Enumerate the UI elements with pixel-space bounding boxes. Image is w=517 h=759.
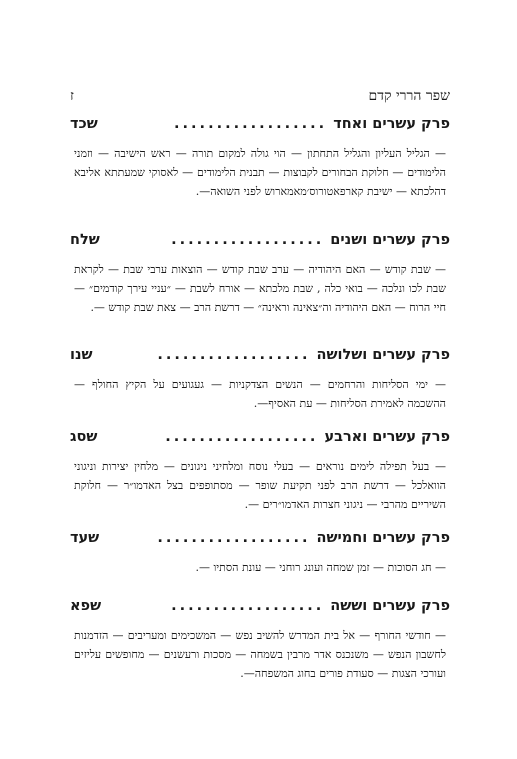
- chapter-21: [70, 116, 450, 201]
- running-header: [70, 88, 450, 108]
- leader-dots: ..................: [171, 598, 325, 614]
- chapter-page: שכד: [70, 116, 98, 132]
- chapter-page: שנו: [70, 347, 93, 363]
- chapter-title: פרק עשרים ושנים: [330, 232, 450, 248]
- chapter-22: [70, 232, 450, 317]
- chapter-title: פרק עשרים וחמישה: [316, 530, 450, 546]
- chapter-summary: — הגליל העליון והגליל התחתון — הוי גולה למקום תורה — ראש הישיבה — וזמני הלימודים — חלוקת הבחורים לקבוצות — תבנית הלימודים — לאסוקי שמעתתא אליבא דהלכתא — ישיבת קארפאטורוס׳מאמארוש לפני השואה—.: [74, 147, 446, 198]
- leader-dots: ..................: [174, 116, 328, 132]
- chapter-title: פרק עשרים ושלושה: [316, 347, 450, 363]
- chapter-heading: [70, 598, 450, 614]
- leader-dots: ..................: [165, 429, 319, 445]
- chapter-page: שעד: [70, 530, 100, 546]
- chapter-summary: — ימי הסליחות והרחמים — הנשים הצדקניות — געגועים על הקיץ החולף — ההשכמה לאמירת הסליחות — עת האסיף—.: [74, 378, 446, 410]
- chapter-23: [70, 347, 450, 413]
- chapter-heading: [70, 429, 450, 445]
- chapter-heading: [70, 347, 450, 363]
- chapter-page: שלח: [70, 232, 100, 248]
- chapter-24: [70, 429, 450, 514]
- leader-dots: ..................: [171, 232, 325, 248]
- chapter-title: פרק עשרים ואחד: [333, 116, 450, 132]
- chapter-heading: [70, 116, 450, 132]
- chapter-heading: [70, 530, 450, 546]
- leader-dots: ..................: [157, 530, 311, 546]
- chapter-heading: [70, 232, 450, 248]
- page-number: ז: [70, 88, 74, 104]
- chapter-page: שפא: [70, 598, 102, 614]
- chapter-page: שסג: [70, 429, 98, 445]
- chapter-25: [70, 530, 450, 577]
- leader-dots: ..................: [157, 347, 311, 363]
- chapter-title: פרק עשרים וארבע: [324, 429, 450, 445]
- chapter-title: פרק עשרים וששה: [330, 598, 450, 614]
- chapter-summary: — שבת קודש — האם היהודיה — ערב שבת קודש — הוצאות ערבי שבת — לקראת שבת לכו ונלכה — בואי כלה , שבת מלכתא — אורח לשבת — ״עניי עירך קודמים״ — חיי הרוח — האם היהודיה וה״צאינה וראינה״ — דרשת הרב — צאת שבת קודש —.: [74, 263, 446, 314]
- book-title: שפר הררי קדם: [368, 88, 450, 104]
- chapter-summary: — חודשי החורף — אל בית המדרש להשיב נפש — המשכימים ומעריבים — הזדמנות לחשבון הנפש — משנכנס אדר מרבין בשמחה — מסכות ורעשנים — מחופשים עליזים ועורכי הצגות — סעודת פורים בחוג המשפחה—.: [74, 629, 446, 680]
- chapter-26: [70, 598, 450, 683]
- chapter-summary: — חג הסוכות — זמן שמחה ועונג רוחני — עונת הסתיו —.: [195, 561, 446, 574]
- chapter-summary: — בעל תפילה לימים נוראים — בעלי נוסח ומלחיני ניגונים — מלחין יצירות וניגוני הוואלכל — דרשת הרב לפני תקיעת שופר — מסתופפים בצל האדמו״ר — חלוקת השיריים מהרבי — ניגוני חצרות האדמו״רים —.: [74, 460, 446, 511]
